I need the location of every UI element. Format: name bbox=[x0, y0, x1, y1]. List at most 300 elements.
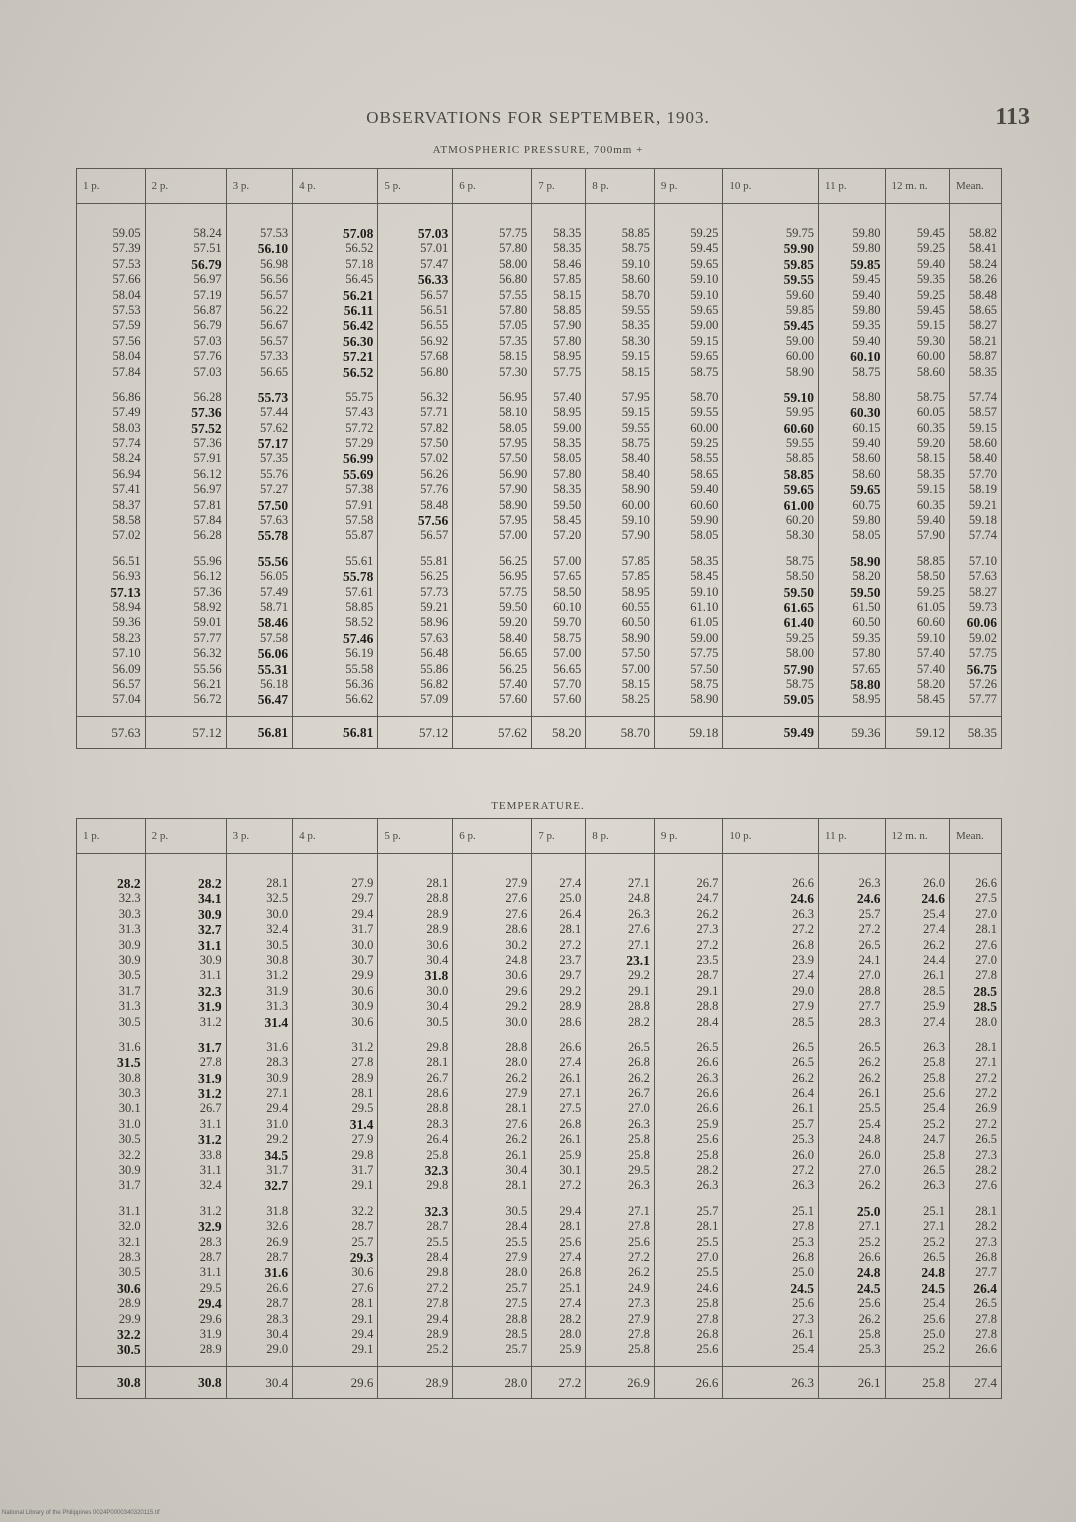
temperature-value: 27.9 bbox=[792, 999, 815, 1014]
pressure-cell bbox=[77, 548, 146, 716]
temperature-value: 25.0 bbox=[856, 1203, 881, 1219]
pressure-value: 56.57 bbox=[420, 528, 449, 543]
temperature-value: 24.6 bbox=[790, 891, 815, 907]
temperature-value: 26.1 bbox=[559, 1132, 582, 1147]
temperature-value: 28.6 bbox=[505, 922, 528, 937]
temperature-value: 31.2 bbox=[199, 1014, 222, 1029]
temperature-value: 26.9 bbox=[627, 1374, 650, 1390]
temperature-value: 26.1 bbox=[857, 1374, 881, 1390]
temperature-value: 27.8 bbox=[627, 1219, 650, 1234]
temperature-cell bbox=[226, 1034, 293, 1198]
temperature-value: 30.8 bbox=[116, 1374, 141, 1390]
temperature-value: 29.8 bbox=[426, 1039, 449, 1054]
pressure-value: 58.92 bbox=[193, 599, 222, 614]
temperature-value: 24.7 bbox=[696, 891, 719, 906]
temperature-value: 26.8 bbox=[792, 937, 815, 952]
temperature-day-group bbox=[77, 1198, 1002, 1366]
temperature-cell bbox=[226, 854, 293, 1034]
pressure-value: 57.36 bbox=[191, 405, 222, 421]
pressure-value: 56.57 bbox=[260, 333, 289, 348]
temperature-value: 32.3 bbox=[118, 891, 141, 906]
temperature-cell bbox=[378, 1034, 453, 1198]
pressure-value: 57.03 bbox=[193, 364, 222, 379]
pressure-value: 57.85 bbox=[553, 272, 582, 287]
temperature-value: 29.8 bbox=[426, 1265, 449, 1280]
temperature-value: 31.8 bbox=[266, 1203, 289, 1218]
pressure-value: 57.59 bbox=[112, 318, 141, 333]
temperature-value: 29.5 bbox=[627, 1163, 650, 1178]
pressure-value: 58.90 bbox=[785, 364, 815, 379]
temperature-value: 30.5 bbox=[266, 937, 289, 952]
pressure-mean-cell bbox=[819, 716, 886, 748]
temperature-value: 31.1 bbox=[199, 1116, 222, 1131]
temperature-value: 28.2 bbox=[975, 1163, 997, 1178]
pressure-value: 57.43 bbox=[345, 405, 374, 420]
pressure-value: 61.05 bbox=[690, 615, 719, 630]
pressure-cell bbox=[378, 384, 453, 548]
temperature-value: 26.2 bbox=[858, 1055, 881, 1070]
pressure-value: 56.81 bbox=[343, 724, 374, 740]
temperature-value: 26.8 bbox=[792, 1249, 815, 1264]
temperature-value: 30.5 bbox=[118, 1014, 141, 1029]
temperature-cell bbox=[586, 1198, 655, 1366]
pressure-value: 58.35 bbox=[553, 241, 582, 256]
temperature-value: 27.4 bbox=[559, 876, 582, 890]
temperature-value: 30.5 bbox=[118, 968, 141, 983]
temperature-value: 30.3 bbox=[118, 1086, 141, 1101]
temperature-value: 28.5 bbox=[973, 983, 997, 999]
temperature-value: 25.8 bbox=[627, 1342, 650, 1357]
temperature-value: 27.2 bbox=[792, 1163, 815, 1178]
pressure-value: 59.10 bbox=[783, 389, 815, 405]
temperature-value: 26.8 bbox=[627, 1055, 650, 1070]
pressure-value: 58.75 bbox=[916, 389, 945, 404]
temperature-cell bbox=[145, 854, 226, 1034]
temperature-value: 28.2 bbox=[975, 1219, 997, 1234]
temperature-value: 27.2 bbox=[558, 1374, 582, 1390]
pressure-value: 59.70 bbox=[553, 615, 582, 630]
temperature-value: 26.6 bbox=[266, 1280, 289, 1295]
pressure-value: 58.75 bbox=[621, 436, 650, 451]
temperature-value: 30.0 bbox=[351, 937, 374, 952]
pressure-value: 55.86 bbox=[420, 661, 449, 676]
pressure-value: 60.10 bbox=[553, 599, 582, 614]
temperature-value: 25.6 bbox=[792, 1296, 815, 1311]
temperature-column-header: 8 p. bbox=[586, 819, 655, 854]
pressure-value: 59.30 bbox=[916, 333, 945, 348]
pressure-subtitle: ATMOSPHERIC PRESSURE, 700mm + bbox=[432, 144, 644, 156]
temperature-value: 25.7 bbox=[351, 1234, 374, 1249]
temperature-value: 29.9 bbox=[351, 968, 374, 983]
pressure-value: 58.30 bbox=[785, 528, 815, 543]
pressure-value: 58.85 bbox=[345, 599, 374, 614]
pressure-value: 57.09 bbox=[420, 692, 449, 707]
pressure-column-header: 12 m. n. bbox=[885, 169, 949, 204]
pressure-value: 57.41 bbox=[112, 482, 141, 497]
pressure-value: 60.55 bbox=[621, 599, 650, 614]
pressure-value: 57.47 bbox=[420, 256, 449, 271]
pressure-value: 58.05 bbox=[553, 451, 582, 466]
pressure-value: 57.40 bbox=[499, 676, 528, 691]
pressure-value: 55.87 bbox=[345, 528, 374, 543]
pressure-value: 57.03 bbox=[193, 333, 222, 348]
temperature-cell bbox=[819, 854, 886, 1034]
pressure-value: 57.76 bbox=[420, 482, 449, 497]
temperature-value: 30.4 bbox=[426, 999, 449, 1014]
pressure-value: 57.02 bbox=[420, 451, 449, 466]
temperature-value: 30.3 bbox=[118, 906, 141, 921]
pressure-value: 57.90 bbox=[499, 482, 528, 497]
temperature-value: 28.5 bbox=[505, 1326, 528, 1341]
pressure-value: 56.93 bbox=[112, 569, 141, 584]
temperature-value: 31.3 bbox=[118, 999, 141, 1014]
temperature-value: 31.6 bbox=[264, 1265, 289, 1281]
temperature-value: 23.7 bbox=[559, 952, 582, 967]
pressure-value: 56.25 bbox=[499, 553, 528, 568]
temperature-value: 25.8 bbox=[923, 1070, 945, 1085]
pressure-cell bbox=[885, 548, 949, 716]
temperature-value: 30.4 bbox=[266, 1326, 289, 1341]
temperature-value: 26.6 bbox=[695, 1374, 719, 1390]
pressure-cell bbox=[949, 548, 1001, 716]
temperature-value: 24.9 bbox=[627, 1280, 650, 1295]
temperature-value: 25.8 bbox=[696, 1147, 719, 1162]
pressure-value: 58.05 bbox=[499, 420, 528, 435]
temperature-column-header: 11 p. bbox=[819, 819, 886, 854]
pressure-value: 60.15 bbox=[852, 420, 881, 435]
pressure-value: 58.15 bbox=[916, 451, 945, 466]
temperature-value: 27.2 bbox=[559, 1178, 582, 1193]
temperature-value: 25.7 bbox=[505, 1342, 528, 1357]
temperature-value: 25.5 bbox=[696, 1234, 719, 1249]
temperature-value: 31.3 bbox=[118, 922, 141, 937]
temperature-value: 27.9 bbox=[351, 876, 374, 890]
pressure-value: 59.15 bbox=[621, 405, 650, 420]
temperature-cell bbox=[723, 854, 819, 1034]
temperature-value: 23.1 bbox=[626, 952, 650, 968]
temperature-value: 26.4 bbox=[426, 1132, 449, 1147]
pressure-value: 59.20 bbox=[499, 615, 528, 630]
temperature-value: 30.9 bbox=[118, 1163, 141, 1178]
temperature-value: 26.3 bbox=[627, 1178, 650, 1193]
temperature-value: 28.6 bbox=[559, 1014, 582, 1029]
pressure-value: 58.00 bbox=[785, 646, 815, 661]
temperature-value: 28.9 bbox=[559, 999, 582, 1014]
pressure-value: 56.42 bbox=[343, 318, 374, 334]
pressure-value: 58.85 bbox=[783, 466, 815, 482]
temperature-value: 28.7 bbox=[426, 1219, 449, 1234]
pressure-cell bbox=[453, 384, 532, 548]
pressure-column-header: 1 p. bbox=[77, 169, 146, 204]
temperature-value: 28.3 bbox=[266, 1311, 289, 1326]
temperature-value: 30.1 bbox=[118, 1101, 141, 1116]
pressure-mean-cell bbox=[532, 716, 586, 748]
pressure-value: 57.49 bbox=[112, 405, 141, 420]
temperature-value: 31.4 bbox=[264, 1014, 289, 1030]
temperature-value: 25.1 bbox=[923, 1203, 945, 1218]
pressure-value: 58.35 bbox=[967, 724, 997, 740]
pressure-value: 60.50 bbox=[621, 615, 650, 630]
temperature-value: 28.2 bbox=[627, 1014, 650, 1029]
temperature-value: 25.8 bbox=[696, 1296, 719, 1311]
pressure-value: 59.95 bbox=[785, 405, 815, 420]
temperature-cell bbox=[378, 854, 453, 1034]
pressure-value: 56.32 bbox=[193, 646, 222, 661]
pressure-value: 59.36 bbox=[851, 724, 881, 740]
pressure-value: 58.48 bbox=[420, 497, 449, 512]
temperature-value: 26.7 bbox=[199, 1101, 222, 1116]
temperature-value: 26.2 bbox=[505, 1070, 528, 1085]
pressure-value: 58.75 bbox=[785, 553, 815, 568]
temperature-value: 27.9 bbox=[351, 1132, 374, 1147]
pressure-value: 59.25 bbox=[690, 226, 719, 240]
temperature-value: 30.6 bbox=[351, 1265, 374, 1280]
pressure-cell bbox=[885, 204, 949, 384]
temperature-value: 29.4 bbox=[559, 1203, 582, 1218]
temperature-value: 25.1 bbox=[792, 1203, 815, 1218]
temperature-value: 29.0 bbox=[792, 983, 815, 998]
pressure-value: 58.80 bbox=[852, 389, 881, 404]
temperature-value: 27.2 bbox=[792, 922, 815, 937]
temperature-day-group bbox=[77, 1034, 1002, 1198]
pressure-value: 58.85 bbox=[785, 451, 815, 466]
temperature-value: 28.1 bbox=[505, 1178, 528, 1193]
temperature-value: 32.2 bbox=[116, 1326, 141, 1342]
pressure-cell bbox=[453, 204, 532, 384]
temperature-value: 30.9 bbox=[351, 999, 374, 1014]
pressure-value: 57.72 bbox=[345, 420, 374, 435]
pressure-value: 56.33 bbox=[417, 272, 449, 288]
pressure-value: 57.30 bbox=[499, 364, 528, 379]
temperature-value: 30.5 bbox=[118, 1132, 141, 1147]
temperature-value: 30.0 bbox=[505, 1014, 528, 1029]
temperature-value: 28.1 bbox=[975, 1039, 997, 1054]
pressure-value: 59.50 bbox=[783, 584, 815, 600]
temperature-value: 26.1 bbox=[505, 1147, 528, 1162]
pressure-value: 55.31 bbox=[257, 661, 289, 677]
pressure-value: 58.90 bbox=[499, 497, 528, 512]
pressure-value: 58.70 bbox=[690, 389, 719, 404]
pressure-value: 58.95 bbox=[621, 584, 650, 599]
temperature-cell bbox=[723, 1034, 819, 1198]
pressure-mean-row bbox=[77, 716, 1002, 748]
temperature-value: 27.3 bbox=[627, 1296, 650, 1311]
temperature-column-header: 9 p. bbox=[654, 819, 723, 854]
pressure-value: 59.18 bbox=[968, 513, 997, 528]
temperature-value: 28.7 bbox=[199, 1249, 222, 1264]
pressure-value: 60.30 bbox=[850, 405, 881, 421]
temperature-value: 27.3 bbox=[792, 1311, 815, 1326]
temperature-value: 28.4 bbox=[426, 1249, 449, 1264]
temperature-mean-cell bbox=[453, 1366, 532, 1398]
pressure-value: 58.40 bbox=[499, 630, 528, 645]
pressure-value: 57.70 bbox=[968, 466, 997, 481]
temperature-value: 25.5 bbox=[426, 1234, 449, 1249]
temperature-value: 29.4 bbox=[198, 1296, 222, 1312]
temperature-value: 29.3 bbox=[349, 1249, 374, 1265]
temperature-value: 27.2 bbox=[559, 937, 582, 952]
pressure-value: 59.80 bbox=[852, 513, 881, 528]
pressure-value: 59.45 bbox=[783, 318, 815, 334]
pressure-cell bbox=[453, 548, 532, 716]
temperature-value: 25.8 bbox=[627, 1132, 650, 1147]
temperature-value: 23.9 bbox=[792, 952, 815, 967]
pressure-value: 55.56 bbox=[257, 553, 289, 569]
pressure-value: 59.00 bbox=[785, 333, 815, 348]
temperature-value: 27.0 bbox=[858, 1163, 881, 1178]
temperature-value: 28.9 bbox=[199, 1342, 222, 1357]
temperature-mean-cell bbox=[654, 1366, 723, 1398]
pressure-cell bbox=[654, 204, 723, 384]
pressure-cell bbox=[532, 548, 586, 716]
pressure-value: 59.15 bbox=[916, 482, 945, 497]
pressure-value: 60.60 bbox=[690, 497, 719, 512]
temperature-value: 28.0 bbox=[505, 1055, 528, 1070]
pressure-value: 56.80 bbox=[420, 364, 449, 379]
pressure-cell bbox=[885, 384, 949, 548]
temperature-value: 26.1 bbox=[923, 968, 945, 983]
pressure-value: 59.55 bbox=[690, 405, 719, 420]
pressure-column-header: 9 p. bbox=[654, 169, 723, 204]
temperature-value: 27.2 bbox=[696, 937, 719, 952]
temperature-value: 30.0 bbox=[266, 906, 289, 921]
temperature-value: 32.3 bbox=[198, 983, 222, 999]
temperature-cell bbox=[654, 1034, 723, 1198]
pressure-value: 59.21 bbox=[968, 497, 997, 512]
pressure-value: 56.51 bbox=[420, 302, 449, 317]
pressure-value: 57.17 bbox=[257, 436, 289, 452]
pressure-value: 58.57 bbox=[968, 405, 997, 420]
temperature-value: 26.3 bbox=[791, 1374, 815, 1390]
temperature-mean-cell bbox=[77, 1366, 146, 1398]
pressure-cell bbox=[723, 204, 819, 384]
pressure-value: 60.00 bbox=[621, 497, 650, 512]
pressure-value: 57.63 bbox=[968, 569, 997, 584]
temperature-value: 26.2 bbox=[505, 1132, 528, 1147]
temperature-value: 26.5 bbox=[923, 1163, 945, 1178]
pressure-value: 58.95 bbox=[553, 349, 582, 364]
temperature-value: 26.8 bbox=[975, 1249, 997, 1264]
pressure-value: 57.65 bbox=[852, 661, 881, 676]
temperature-value: 25.6 bbox=[923, 1086, 945, 1101]
temperature-value: 26.2 bbox=[858, 1311, 881, 1326]
temperature-value: 26.3 bbox=[858, 876, 881, 890]
temperature-value: 32.1 bbox=[118, 1234, 141, 1249]
temperature-value: 27.4 bbox=[792, 968, 815, 983]
pressure-value: 59.85 bbox=[783, 256, 815, 272]
temperature-cell bbox=[77, 1198, 146, 1366]
pressure-cell bbox=[226, 204, 293, 384]
pressure-value: 59.85 bbox=[785, 302, 815, 317]
pressure-value: 58.71 bbox=[260, 599, 289, 614]
pressure-value: 57.90 bbox=[553, 318, 582, 333]
temperature-value: 32.3 bbox=[424, 1203, 449, 1219]
temperature-value: 28.4 bbox=[696, 1014, 719, 1029]
page-number: 113 bbox=[995, 104, 1030, 130]
pressure-value: 57.53 bbox=[112, 302, 141, 317]
temperature-value: 30.6 bbox=[426, 937, 449, 952]
temperature-value: 25.2 bbox=[923, 1342, 945, 1357]
temperature-value: 26.6 bbox=[559, 1039, 582, 1054]
pressure-mean-cell bbox=[77, 716, 146, 748]
temperature-cell bbox=[819, 1198, 886, 1366]
pressure-value: 57.44 bbox=[260, 405, 289, 420]
pressure-value: 57.85 bbox=[621, 569, 650, 584]
pressure-value: 57.55 bbox=[499, 287, 528, 302]
pressure-value: 57.61 bbox=[345, 584, 374, 599]
pressure-cell bbox=[586, 384, 655, 548]
temperature-value: 26.3 bbox=[696, 1070, 719, 1085]
temperature-value: 27.4 bbox=[559, 1296, 582, 1311]
pressure-column-header: 5 p. bbox=[378, 169, 453, 204]
pressure-value: 58.75 bbox=[852, 364, 881, 379]
temperature-value: 31.1 bbox=[199, 968, 222, 983]
pressure-value: 58.55 bbox=[690, 451, 719, 466]
pressure-value: 59.00 bbox=[690, 318, 719, 333]
pressure-value: 58.15 bbox=[621, 364, 650, 379]
temperature-value: 27.1 bbox=[627, 876, 650, 890]
temperature-cell bbox=[453, 854, 532, 1034]
temperature-value: 27.4 bbox=[559, 1055, 582, 1070]
pressure-value: 58.40 bbox=[968, 451, 997, 466]
temperature-value: 25.7 bbox=[696, 1203, 719, 1218]
pressure-value: 57.56 bbox=[112, 333, 141, 348]
temperature-value: 28.1 bbox=[426, 876, 449, 890]
temperature-value: 27.8 bbox=[975, 1311, 997, 1326]
pressure-value: 59.45 bbox=[852, 272, 881, 287]
pressure-value: 56.28 bbox=[193, 528, 222, 543]
temperature-value: 32.5 bbox=[266, 891, 289, 906]
pressure-mean-cell bbox=[226, 716, 293, 748]
temperature-column-header: 5 p. bbox=[378, 819, 453, 854]
pressure-value: 57.40 bbox=[916, 661, 945, 676]
pressure-cell bbox=[586, 204, 655, 384]
temperature-mean-cell bbox=[226, 1366, 293, 1398]
pressure-value: 59.55 bbox=[783, 272, 815, 288]
temperature-value: 27.7 bbox=[975, 1265, 997, 1280]
pressure-value: 58.24 bbox=[968, 256, 997, 271]
pressure-value: 56.56 bbox=[260, 272, 289, 287]
temperature-value: 27.6 bbox=[975, 937, 997, 952]
temperature-value: 30.9 bbox=[118, 952, 141, 967]
temperature-value: 27.1 bbox=[923, 1219, 945, 1234]
temperature-value: 31.2 bbox=[198, 1132, 222, 1148]
temperature-value: 28.8 bbox=[696, 999, 719, 1014]
pressure-value: 59.25 bbox=[785, 630, 815, 645]
temperature-value: 27.4 bbox=[923, 1014, 945, 1029]
temperature-cell bbox=[654, 854, 723, 1034]
pressure-value: 55.73 bbox=[257, 389, 289, 405]
temperature-value: 27.6 bbox=[505, 1116, 528, 1131]
pressure-value: 57.46 bbox=[343, 630, 374, 646]
pressure-value: 56.21 bbox=[343, 287, 374, 303]
temperature-value: 31.2 bbox=[351, 1039, 374, 1054]
pressure-day-group bbox=[77, 204, 1002, 384]
temperature-value: 32.2 bbox=[118, 1147, 141, 1162]
temperature-value: 28.1 bbox=[696, 1219, 719, 1234]
pressure-column-header: 2 p. bbox=[145, 169, 226, 204]
temperature-cell bbox=[145, 1198, 226, 1366]
pressure-value: 59.20 bbox=[916, 436, 945, 451]
pressure-value: 58.45 bbox=[690, 569, 719, 584]
pressure-value: 59.15 bbox=[968, 420, 997, 435]
pressure-value: 60.75 bbox=[852, 497, 881, 512]
temperature-value: 26.6 bbox=[975, 1342, 997, 1357]
pressure-value: 58.85 bbox=[621, 226, 650, 240]
pressure-value: 56.79 bbox=[193, 318, 222, 333]
pressure-value: 56.72 bbox=[193, 692, 222, 707]
temperature-day-group bbox=[77, 854, 1002, 1034]
